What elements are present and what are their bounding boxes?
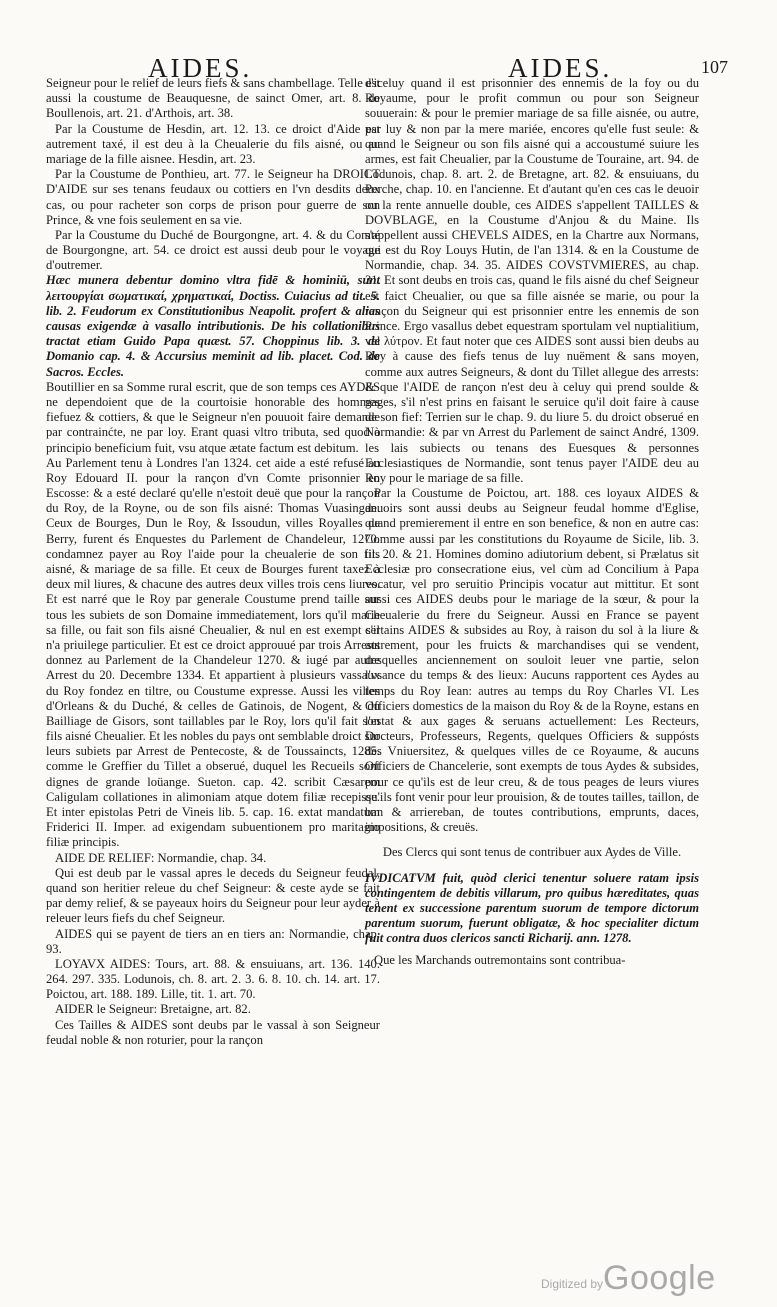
paragraph: Par la Coustume de Ponthieu, art. 77. le Seigneur ha DROICT D'AIDE sur ses tenans feudaux ou cottiers en l'vn desdits deux cas, ou pour racheter son corps de prison pour guerre de son Prince, & vne fois seulement en sa vie. <box>46 167 380 227</box>
page-number: 107 <box>701 57 728 77</box>
running-head-right: AIDES. <box>508 53 613 83</box>
section-heading: Des Clercs qui sont tenus de contribuer aux Aydes de Ville. <box>382 845 682 860</box>
paragraph: d'iceluy quand il est prisonnier des ennemis de la foy ou du Royaume, pour le profit commun ou pour son Seigneur souuerain: & pour le premier mariage de sa fille aisnée, ou autre, par luy & non par la mere mariée, encores qu'elle fust seule: & quand le Seigneur ou son fils aisné qui a accoustumé suiure les armes, est fait Cheualier, par la Coustume de Touraine, art. 94. de Lodunois, chap. 8. art. 2. de Bretagne, art. 82. & ensuiuans, du Perche, chap. 10. en l'ancienne. Et d'autant qu'en ces cas le deuoir ou la rente annuelle double, ces AIDES s'appellent TAILLES & DOVBLAGE, en la Coustume d'Anjou & du Maine. Ils s'appellent aussi CHEVELS AIDES, en la Chartre aux Normans, qui est du Roy Louys Hutin, de l'an 1314. & en la Coustume de Normandie, chap. 34. 35. AIDES COVSTVMIERES, au chap. 31. Et sont deubs en trois cas, quand le fils aisné du chef Seigneur est faict Cheualier, ou que sa fille aisnée se marie, ou pour la rançon du Seigneur qui est prisonnier entre les ennemis de son Prince. Ergo vasallus debet equestram sportulam vel nuptialitium, vel λύτρον. Et faut noter que ces AIDES sont aussi bien deubs au Roy à cause des fiefs tenus de luy nuëment & sans moyen, comme aux autres Seigneurs, & dont du Tillet allegue des arrests: & que l'AIDE de rançon n'est deu à celuy qui prend soulde & gages, s'il n'est prins en faisant le seruice qu'il doit faire à cause de son fief: Terrien sur le chap. 9. du liure 5. du droict obserué en Normandie: & par vn Arrest du Parlement de sainct André, 1309. les lais subiects ou tenans des Euesques & personnes Ecclesiastiques de Normandie, sont tenus payer l'AIDE deu au Roy pour le mariage de sa fille. <box>365 76 699 485</box>
paragraph: Que les Marchands outremontains sont contribua- <box>374 952 626 967</box>
running-head-left: AIDES. <box>148 53 253 83</box>
right-text-column <box>365 76 699 968</box>
paragraph: AIDER le Seigneur: Bretaigne, art. 82. <box>55 1002 251 1017</box>
left-text-column <box>46 76 380 1048</box>
digitized-by-google-watermark <box>541 1259 741 1299</box>
google-logo: Google <box>603 1259 716 1297</box>
paragraph: AIDES qui se payent de tiers an en tiers an: Normandie, chap. 93. <box>46 926 380 956</box>
paragraph: LOYAVX AIDES: Tours, art. 88. & ensuiuans, art. 136. 140. 264. 297. 335. Lodunois, ch. 8. art. 2. 3. 6. 8. 10. ch. 14. art. 17. Poictou, art. 188. 189. Lille, tit. 1. art. 70. <box>46 956 380 1002</box>
paragraph: Boutillier en sa Somme rural escrit, que de son temps ces AYDES ne dependoient que de la courtoisie honorable des hommes fiefuez & cottiers, & que le Seigneur n'en pouuoit faire demande par contrainćte, ne par loy. Erant quasi vltro tributa, sed quod à principio beneficium fuit, vsu atque ætate factum est debitum. <box>46 379 380 455</box>
paragraph: Ces Tailles & AIDES sont deubs par le vassal à son Seigneur feudal noble & non roturier, pour la rançon <box>46 1017 380 1047</box>
latin-citation: Hæc munera debentur domino vltra fidē & hominiū, sunt λειτουργίαι σωματικαί, χρηματικαί, Doctiss. Cuiacius ad tit. 5. lib. 2. Feudorum ex Constitutionibus Neapolit. profert & alias causas exigendæ à vasallo intributionis. De his collationibus tractat etiam Guido Papa quæst. 57. Choppinus lib. 3. de Domanio cap. 4. & Accursius meminit ad lib. placet. Cod. de Sacros. Eccles. <box>46 273 380 379</box>
watermark-prefix: Digitized by <box>541 1277 604 1291</box>
paragraph: Qui est deub par le vassal apres le deceds du Seigneur feudal, quand son heritier releue du chef Seigneur: & ceste ayde se fait par demy relief, & se payeaux hoirs du Seigneur pour leur ayder à releuer leurs fiefs du chef Seigneur. <box>46 865 380 926</box>
paragraph: AIDE DE RELIEF: Normandie, chap. 34. <box>55 850 267 865</box>
paragraph: Seigneur pour le relief de leurs fiefs & sans chambellage. Telle est aussi la coustume de Beauquesne, de sainct Omer, art. 8. de Boullenois, art. 21. d'Arthois, art. 38. <box>46 76 380 121</box>
paragraph: Au Parlement tenu à Londres l'an 1324. cet aide a esté refusé au Roy Edouard II. pour la rançon d'vn Comte prisonnier en Escosse: & a esté declaré qu'elle n'estoit deuë que pour la rançon du Roy, de la Royne, ou de son fils aisné: Thomas Vuasingan. Ceux de Bourges, Dun le Roy, & Issoudun, villes Royalles de Berry, furent és Enquestes du Parlement de Chandeleur, 1270. condamnez payer au Roy l'aide pour la cheualerie de son fils aisné, & mariage de sa fille. Et ceux de Bourges furent taxez à deux mil liures, & chacune des autres deux villes trois cens liures. Et est narré que le Roy par generale Coustume prend taille sur tous les subiets de son Domaine immediatement, lors qu'il marie sa fille, ou fait son fils aisné Cheualier, & nul en est exempt s'il n'a priuilege particulier. Et est ce droict approuué par trois Arrests donnez au Parlement de la Chandeleur 1270. & iugé par autre Arrest du 20. Decembre 1334. Et appartient à plusieurs vassaux du Roy fondez en tiltre, ou Coustume expresse. Aussi les villes d'Orleans & du Duché, & celles de Gatinois, de Nogent, & du Bailliage de Gisors, sont taillables par le Roy, lors qu'il fait son fils aisné Cheualier. Et les nobles du pays ont semblable droict sur leurs subiets par Arrest de Pentecoste, & de Toussaincts, 1285. comme le Greffier du Tillet a obserué, duquel les Recueils sont dignes de grande loüange. Sueton. cap. 42. scribit Cæsarem Caligulam collationes in alimoniam atque dotem filiæ recepisse. Et inter epistolas Petri de Vineis lib. 5. cap. 16. extat mandatum Friderici II. Imper. ad exigendam subuentionem pro maritagio filiæ principis. <box>46 455 380 850</box>
paragraph: Par la Coustume de Poictou, art. 188. ces loyaux AIDES & deuoirs sont aussi deubs au Seigneur feudal homme d'Eglise, quand premierement il entre en son benefice, & non en autre cas: Comme aussi par les constitutions du Royaume de Sicile, lib. 3. tit. 20. & 21. Homines domino adiutorium debent, si Prælatus sit Ecclesiæ pro consecratione eius, vel cùm ad Concilium à Papa vocatur, vel pro seruitio Principis vocatur aut mittitur. Et sont aussi ces AIDES deubs pour le mariage de la sœur, & pour la Cheualerie du frere du Seigneur. Aussi en France se payent certains AIDES & subsides au Roy, à raison du sol à la liure & autrement, pour les fruicts & marchandises qui se vendent, desquelles anciennement on souloit leuer vne partie, selon l'vsance du temps & des lieux: Aucuns rapportent ces Aydes au temps du Roy Iean: autres au temps du Roy Charles VI. Les Officiers domestics de la maison du Roy & de la Royne, estans en l'estat & aux gages & seruans actuellement: Les Recteurs, Docteurs, Professeurs, Regents, quelques Officiers & suppósts des Vniuersitez, & quelques villes de ce Royaume, & aucuns Officiers de Chancelerie, sont exempts de tous Aydes & subsides, pour ce qu'ils est de leur creu, & de tous peages de leurs viures qu'ils font venir pour leur prouision, & de toutes tailles, taillon, de ban & arriereban, de toutes contributions, emprunts, daces, impositions, & creuës. <box>365 486 699 835</box>
paragraph: Par la Coustume du Duché de Bourgongne, art. 4. & du Comté de Bourgongne, art. 54. ce droict est aussi deub pour le voyage d'outremer. <box>46 227 380 273</box>
paragraph: Par la Coustume de Hesdin, art. 12. 13. ce droict d'Aide est autrement taxé, il est deu à la Cheualerie du fils aisné, ou au mariage de la fille aisnee. Hesdin, art. 23. <box>46 121 380 166</box>
latin-decision: IVDICATVM fuit, quòd clerici tenentur soluere ratam ipsis contingentem de debitis villarum, pro quibus hæreditates, quas tenent ex successione parentum suorum de tempore dictorum parentum suorum, fuerunt obligatæ, & hoc specialiter dictum fuit contra duos clericos sancti Richarij. ann. 1278. <box>365 870 699 946</box>
